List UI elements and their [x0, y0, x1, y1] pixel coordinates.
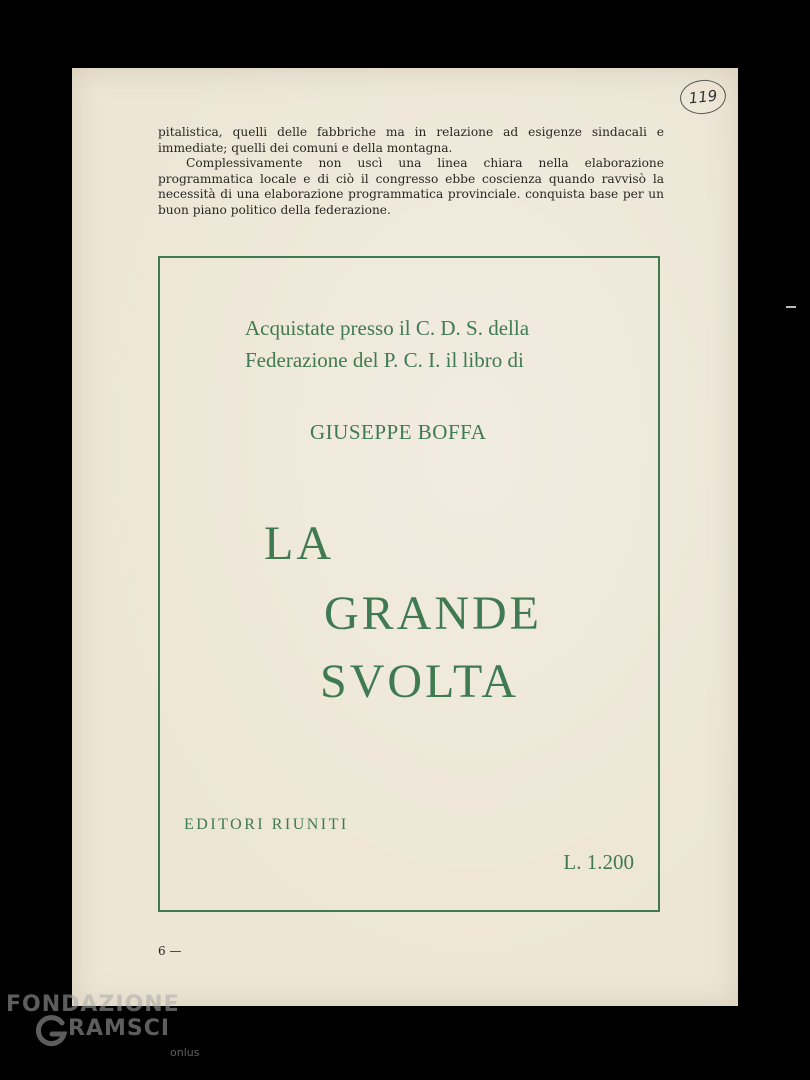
archive-number-mark: 119 [678, 78, 727, 117]
intro-line-2: Federazione del P. C. I. il libro di [245, 348, 524, 372]
watermark-line-2: RAMSCI [68, 1016, 171, 1041]
page-number: 6 — [158, 944, 182, 958]
paragraph-1: pitalistica, quelli delle fabbriche ma in relazione ad esigenze sindacali e immediate; quelli dei comuni e della montagna. [158, 125, 664, 155]
body-text [158, 125, 664, 218]
watermark-line-3: onlus [170, 1046, 200, 1059]
book-price: L. 1.200 [563, 850, 634, 874]
book-publisher: EDITORI RIUNITI [184, 816, 349, 833]
edge-mark [786, 306, 796, 308]
book-title-line-1: LA [264, 517, 334, 570]
fondazione-gramsci-watermark [6, 992, 206, 1072]
book-title-line-2: GRANDE [324, 587, 542, 640]
watermark-g-logo-icon [34, 1014, 68, 1048]
paragraph-2: Complessivamente non uscì una linea chiara nella elaborazione programmatica locale e di ciò il congresso ebbe coscienza quando ravvisò la necessità di una elaborazione programmatica provinciale. conquista base per un buon piano politico della federazione. [158, 156, 664, 217]
book-title-line-3: SVOLTA [320, 655, 520, 708]
intro-line-1: Acquistate presso il C. D. S. della [245, 316, 530, 340]
book-author: GIUSEPPE BOFFA [310, 420, 487, 444]
document-page [72, 68, 738, 1006]
watermark-line-1: FONDAZIONE [6, 992, 180, 1017]
book-advertisement [158, 256, 660, 912]
advertisement-intro [245, 312, 625, 376]
